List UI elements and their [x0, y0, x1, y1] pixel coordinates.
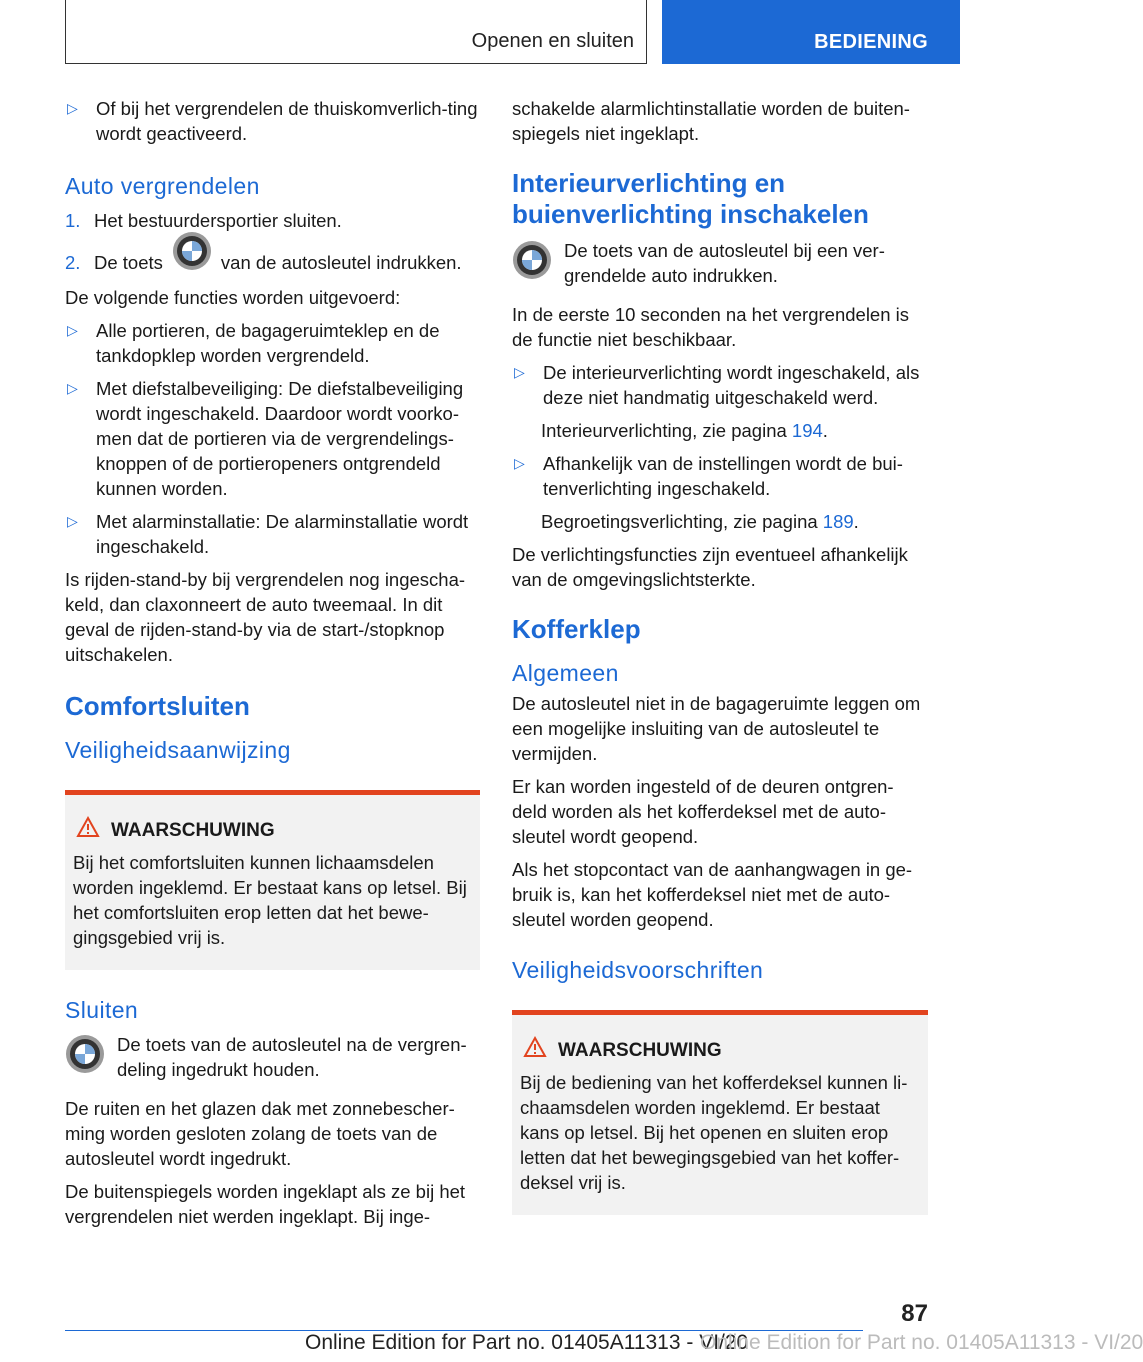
paragraph: De verlichtingsfuncties zijn eventueel afhankelijk van de omgevingslichtsterkte.	[512, 544, 908, 590]
bullet-triangle-icon: ▷	[67, 513, 78, 529]
warning-title-text: WAARSCHUWING	[111, 820, 275, 841]
list-item-text: Afhankelijk van de instellingen wordt de bui-tenverlichting ingeschakeld.	[543, 453, 903, 499]
step-item	[65, 208, 480, 233]
chapter-title: BEDIENING	[814, 31, 928, 53]
key-instruction-text: De toets van de autosleutel na de vergren-deling ingedrukt houden.	[117, 1034, 467, 1080]
paragraph: De ruiten en het glazen dak met zonnebescher-ming worden gesloten zolang de toets van de autosleutel wordt ingedrukt.	[65, 1098, 455, 1169]
paragraph: De volgende functies worden uitgevoerd:	[65, 287, 401, 308]
list-item	[65, 96, 480, 146]
key-instruction-text: De toets van de autosleutel bij een ver-grendelde auto indrukken.	[564, 240, 885, 286]
warning-title	[520, 1037, 920, 1064]
list-item	[512, 360, 928, 410]
paragraph: Is rijden-stand-by bij vergrendelen nog ingescha-keld, dan claxonneert de auto tweemaal. In dit geval de rijden-stand-by via de start-/stopknop uitschakelen.	[65, 569, 466, 665]
bullet-triangle-icon: ▷	[514, 455, 525, 471]
key-instruction	[65, 1032, 480, 1082]
watermark: Online Edition for Part no. 01405A11313 - VI/20	[700, 1331, 1143, 1354]
step-number: 2.	[65, 251, 81, 273]
step-item	[65, 247, 480, 277]
key-instruction	[512, 238, 928, 288]
step-number: 1.	[65, 210, 81, 231]
list-item	[65, 509, 480, 559]
warning-text: Bij de bediening van het kofferdeksel kunnen li-chaamsdelen worden ingeklemd. Er bestaat kans op letsel. Bij het openen en sluiten erop letten dat het bewegingsgebied van het koffer-deksel vrij is.	[520, 1072, 908, 1193]
step-text-b: van de autosleutel indrukken.	[220, 251, 462, 273]
section-title: Openen en sluiten	[471, 30, 634, 52]
cross-reference: Begroetingsverlichting, zie pagina 189.	[541, 511, 859, 532]
section-header	[65, 0, 647, 64]
paragraph: De buitenspiegels worden ingeklapt als ze bij het vergrendelen niet werden ingeklapt. Bij inge-	[65, 1181, 466, 1227]
warning-triangle-icon	[77, 817, 111, 844]
warning-title-text: WAARSCHUWING	[558, 1040, 722, 1061]
paragraph: De autosleutel niet in de bagageruimte leggen om een mogelijke insluiting van de autosleutel te vermijden.	[512, 693, 921, 764]
list-item	[65, 376, 480, 501]
warning-box	[65, 790, 480, 970]
list-item	[512, 451, 928, 501]
list-item-text: De interieurverlichting wordt ingeschakeld, als deze niet handmatig uitgeschakeld werd.	[543, 362, 920, 408]
bullet-triangle-icon: ▷	[67, 100, 78, 116]
heading-sluiten: Sluiten	[65, 997, 139, 1023]
step-text-a: De toets	[94, 251, 163, 273]
page-link[interactable]: 194	[791, 420, 823, 441]
bullet-triangle-icon: ▷	[67, 322, 78, 338]
bullet-triangle-icon: ▷	[67, 380, 78, 396]
paragraph: Als het stopcontact van de aanhangwagen in ge-bruik is, kan het kofferdeksel niet met de auto-sleutel worden geopend.	[512, 859, 913, 930]
paragraph: Er kan worden ingesteld of de deuren ontgren-deld worden als het kofferdeksel met de auto-sleutel wordt geopend.	[512, 776, 894, 847]
step-text: Het bestuurdersportier sluiten.	[94, 210, 342, 231]
warning-title	[73, 817, 472, 844]
edition-text: Online Edition for Part no. 01405A11313 - VI/20	[305, 1331, 749, 1354]
heading-veiligheidsaanwijzing: Veiligheidsaanwijzing	[65, 737, 291, 763]
heading-veiligheidsvoorschriften: Veiligheidsvoorschriften	[512, 957, 764, 983]
heading-comfortsluiten: Comfortsluiten	[65, 691, 250, 721]
left-column	[65, 96, 480, 1237]
cross-reference: Interieurverlichting, zie pagina 194.	[541, 420, 828, 441]
heading-algemeen: Algemeen	[512, 660, 619, 686]
chapter-tab	[662, 0, 960, 64]
heading-kofferklep: Kofferklep	[512, 614, 641, 644]
list-item	[65, 318, 480, 368]
warning-triangle-icon	[524, 1037, 558, 1064]
heading-interieurverlichting: Interieurverlichting en buienverlichting inschakelen	[512, 168, 869, 229]
list-item-text: Of bij het vergrendelen de thuiskomverlich-ting wordt geactiveerd.	[96, 98, 478, 144]
cross-reference-text: Interieurverlichting, zie pagina	[541, 420, 787, 441]
page-link[interactable]: 189	[822, 511, 854, 532]
paragraph: In de eerste 10 seconden na het vergrendelen is de functie niet beschikbaar.	[512, 304, 910, 350]
warning-text: Bij het comfortsluiten kunnen lichaamsdelen worden ingeklemd. Er bestaat kans op letsel. Bij het comfortsluiten erop letten dat het bewe-gingsgebied vrij is.	[73, 852, 467, 948]
page-number: 87	[901, 1300, 928, 1327]
warning-box	[512, 1010, 928, 1215]
paragraph: schakelde alarmlichtinstallatie worden de buiten-spiegels niet ingeklapt.	[512, 98, 910, 144]
cross-reference-text: Begroetingsverlichting, zie pagina	[541, 511, 818, 532]
bmw-key-icon	[512, 238, 564, 288]
bmw-key-icon	[65, 1032, 117, 1082]
bullet-triangle-icon: ▷	[514, 364, 525, 380]
bmw-key-icon	[163, 231, 221, 277]
heading-auto-vergrendelen: Auto vergrendelen	[65, 173, 260, 199]
list-item-text: Met alarminstallatie: De alarminstallatie wordt ingeschakeld.	[96, 511, 469, 557]
list-item-text: Met diefstalbeveiliging: De diefstalbeveiliging wordt ingeschakeld. Daardoor wordt voorko-men dat de portieren via de vergrendelings-knoppen of de portieropeners ontgrendeld kunnen worden.	[96, 378, 464, 499]
right-column	[512, 96, 928, 1223]
list-item-text: Alle portieren, de bagageruimteklep en de tankdopklep worden vergrendeld.	[96, 320, 440, 366]
